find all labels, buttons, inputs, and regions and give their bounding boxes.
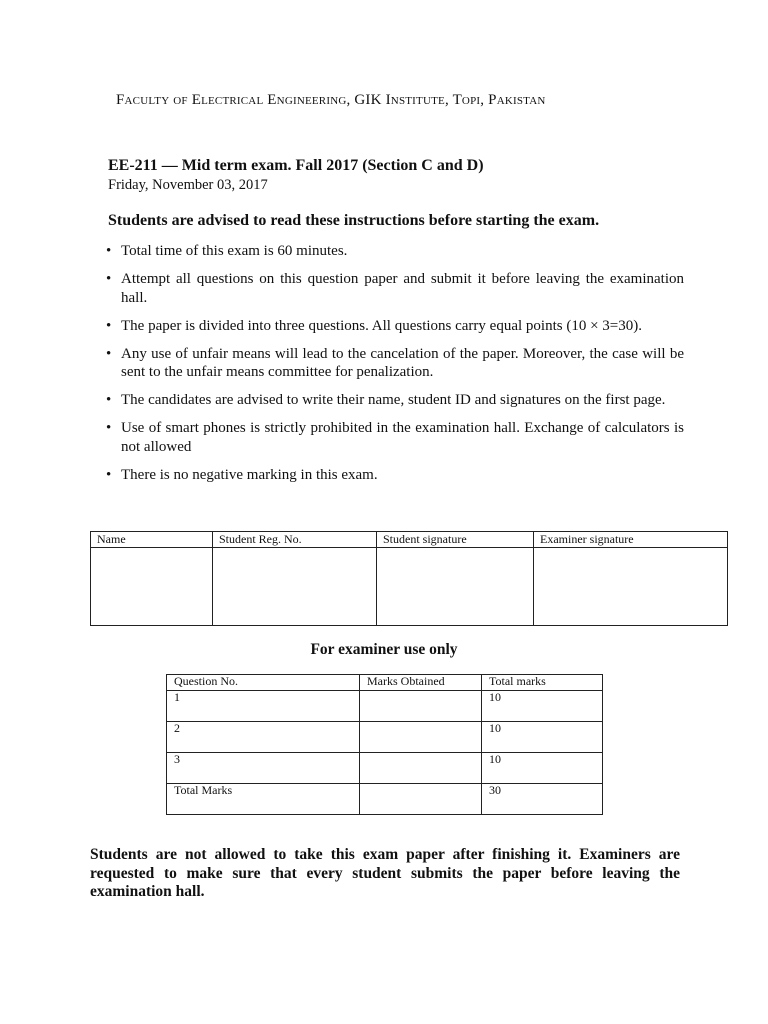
total-marks-cell: 10 (482, 753, 603, 784)
examiner-section-heading: For examiner use only (310, 641, 458, 658)
table-row (167, 691, 603, 722)
bullet-icon: • (106, 345, 112, 362)
instruction-item: • Any use of unfair means will lead to the cancelation of the paper. Moreover, the case will be sent to the unfair means committee for penalization. (106, 345, 684, 380)
footer-note: Students are not allowed to take this exam paper after finishing it. Examiners are requested to make sure that every student submits the paper before leaving the examination hall. (90, 846, 680, 900)
total-marks-cell: 30 (482, 784, 603, 815)
table-row (167, 722, 603, 753)
bullet-icon: • (106, 466, 112, 483)
bullet-icon: • (106, 317, 112, 334)
total-marks-column-header: Total marks (482, 675, 603, 691)
instruction-item: • There is no negative marking in this exam. (106, 466, 378, 483)
instruction-item: • Total time of this exam is 60 minutes. (106, 243, 348, 259)
instructions-heading: Students are advised to read these instructions before starting the exam. (108, 212, 600, 229)
name-field[interactable] (91, 548, 213, 626)
instruction-item: • Use of smart phones is strictly prohibited in the examination hall. Exchange of calculators is not allowed (106, 420, 684, 455)
table-header-row (167, 675, 603, 691)
table-row (167, 784, 603, 815)
reg-no-field[interactable] (213, 548, 377, 626)
bullet-icon: • (106, 392, 112, 408)
instruction-item: • The paper is divided into three questions. All questions carry equal points (10 × 3=30). (106, 317, 642, 334)
bullet-icon: • (106, 271, 112, 287)
marks-obtained-cell[interactable] (360, 691, 482, 722)
question-number-cell: 2 (167, 722, 360, 753)
question-number-cell: 1 (167, 691, 360, 722)
marks-obtained-cell[interactable] (360, 753, 482, 784)
bullet-icon: • (106, 243, 112, 259)
student-signature-field[interactable] (377, 548, 534, 626)
exam-title: EE-211 — Mid term exam. Fall 2017 (Section C and D) (108, 157, 484, 174)
question-no-column-header: Question No. (167, 675, 360, 691)
student-signature-column-header: Student signature (377, 532, 534, 548)
marks-obtained-column-header: Marks Obtained (360, 675, 482, 691)
marks-obtained-cell[interactable] (360, 784, 482, 815)
reg-no-column-header: Student Reg. No. (213, 532, 377, 548)
question-number-cell: Total Marks (167, 784, 360, 815)
total-marks-cell: 10 (482, 722, 603, 753)
instructions-list (104, 242, 684, 494)
name-column-header: Name (91, 532, 213, 548)
examiner-signature-column-header: Examiner signature (534, 532, 728, 548)
exam-date: Friday, November 03, 2017 (108, 177, 268, 193)
table-header-row (91, 532, 728, 548)
table-row (167, 753, 603, 784)
marks-obtained-cell[interactable] (360, 722, 482, 753)
table-row (91, 548, 728, 626)
total-marks-cell: 10 (482, 691, 603, 722)
marks-table (166, 674, 603, 815)
instruction-item: • The candidates are advised to write their name, student ID and signatures on the first page. (106, 392, 666, 408)
question-number-cell: 3 (167, 753, 360, 784)
instruction-item: • Attempt all questions on this question paper and submit it before leaving the examination hall. (106, 271, 684, 306)
examiner-signature-field[interactable] (534, 548, 728, 626)
bullet-icon: • (106, 420, 112, 436)
faculty-header: Faculty of Electrical Engineering, GIK Institute, Topi, Pakistan (116, 92, 546, 108)
student-info-table (90, 531, 728, 626)
